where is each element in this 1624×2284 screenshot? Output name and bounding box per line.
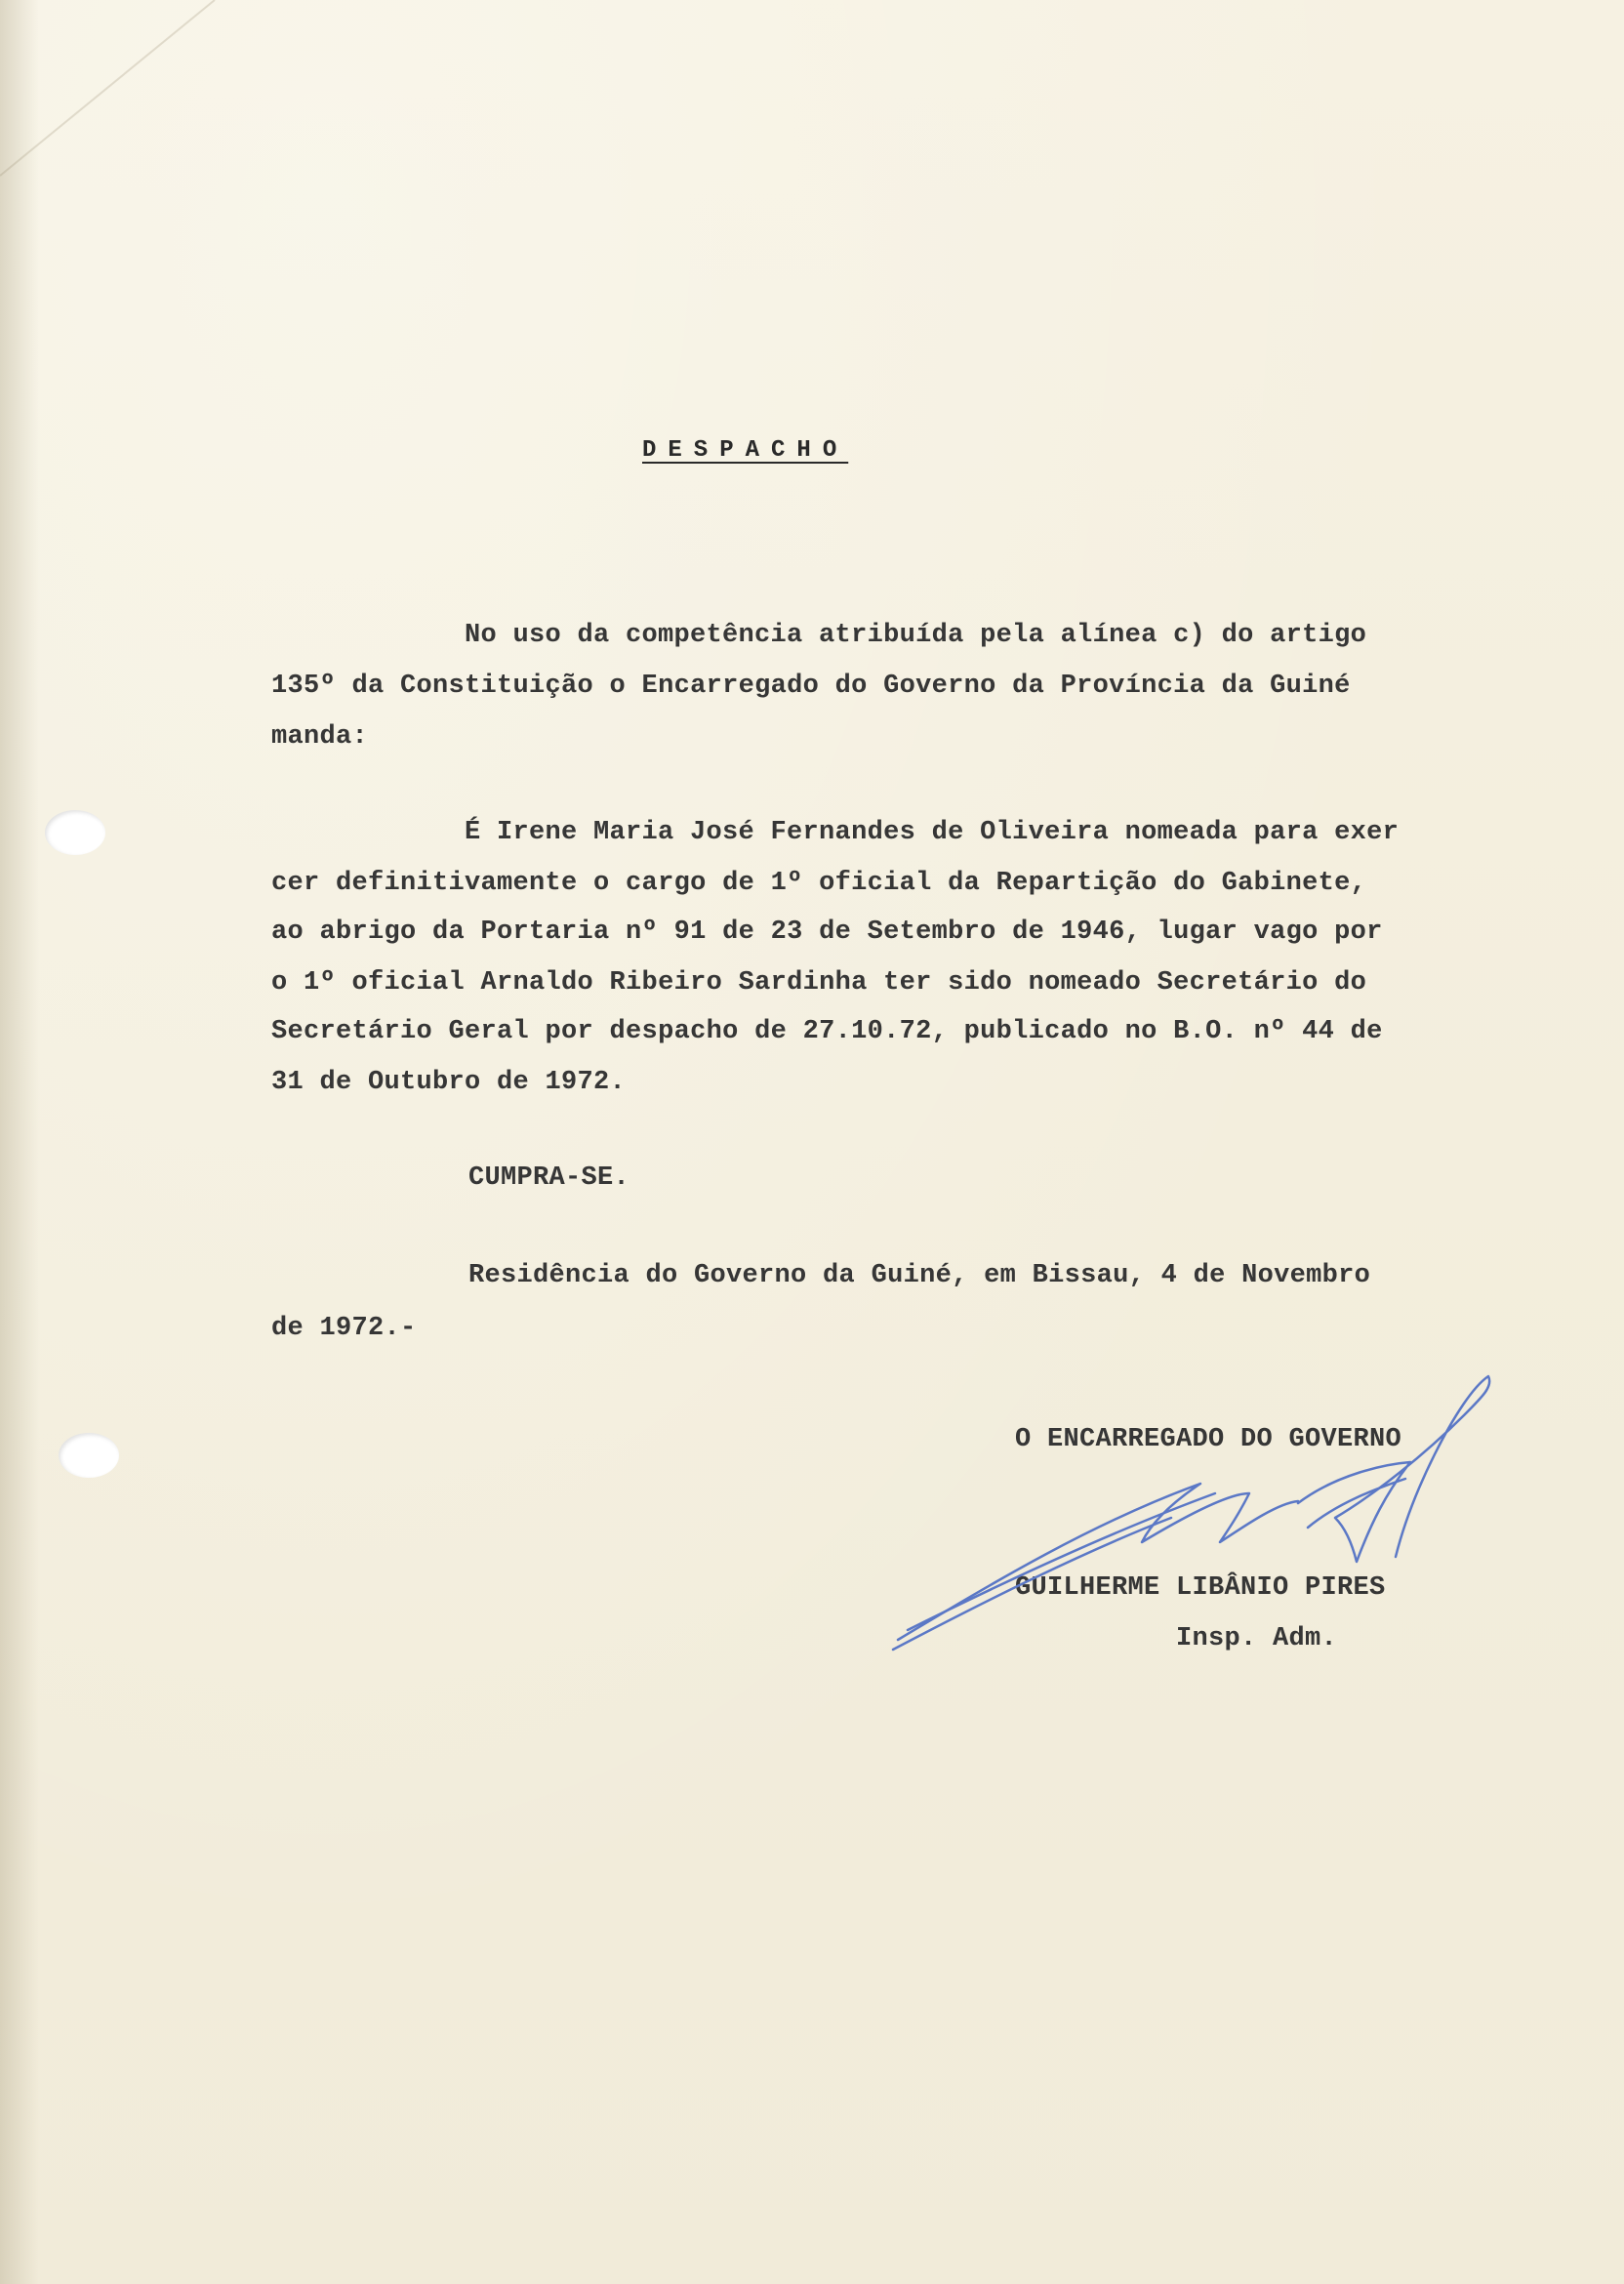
signatory-rank: Insp. Adm. [1176, 1624, 1338, 1653]
punch-hole-bottom [59, 1433, 119, 1478]
intro-line-2: 135º da Constituição o Encarregado do Governo da Província da Guiné [271, 672, 1351, 701]
intro-line-1: No uso da competência atribuída pela alínea c) do artigo [465, 621, 1367, 650]
body-line-6: 31 de Outubro de 1972. [271, 1068, 627, 1097]
intro-line-3: manda: [271, 722, 369, 752]
place-date-line-2: de 1972.- [271, 1314, 417, 1343]
order-line: CUMPRA-SE. [468, 1163, 630, 1193]
body-line-2: cer definitivamente o cargo de 1º oficial da Repartição do Gabinete, [271, 869, 1367, 898]
signatory-name: GUILHERME LIBÂNIO PIRES [1015, 1573, 1386, 1603]
place-date-line-1: Residência do Governo da Guiné, em Bissau, 4 de Novembro [468, 1261, 1371, 1290]
page-edge-shadow [0, 0, 39, 2284]
body-line-3: ao abrigo da Portaria nº 91 de 23 de Setembro de 1946, lugar vago por [271, 918, 1383, 947]
signatory-role: O ENCARREGADO DO GOVERNO [1015, 1425, 1402, 1454]
punch-hole-top [45, 810, 105, 855]
body-line-4: o 1º oficial Arnaldo Ribeiro Sardinha ter sido nomeado Secretário do [271, 968, 1367, 998]
document-title: DESPACHO [642, 437, 849, 464]
body-line-5: Secretário Geral por despacho de 27.10.72, publicado no B.O. nº 44 de [271, 1017, 1383, 1046]
handwritten-signature [878, 1357, 1542, 1669]
body-line-1: É Irene Maria José Fernandes de Oliveira nomeada para exer [465, 818, 1400, 847]
